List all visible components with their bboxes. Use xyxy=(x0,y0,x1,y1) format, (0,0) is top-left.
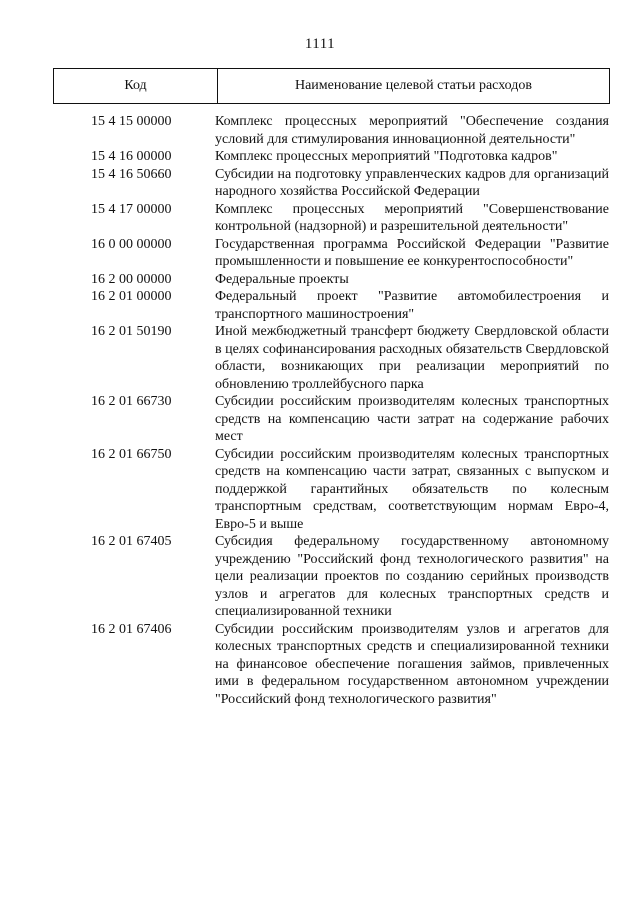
table-row xyxy=(0,148,640,166)
row-name: Субсидии российским производителям узлов и агрегатов для колесных транспортных средств и специализированной техники на финансовое обеспечение погашения займов, привлеченных ими в федеральном государственном автономном учреждении "Российский фонд технологического развития" xyxy=(215,621,609,707)
row-name: Субсидия федеральному государственному автономному учреждению "Российский фонд технологического развития" на цели реализации проектов по созданию серийных производств узлов и агрегатов для колесных транспортных средств и специализированной техники xyxy=(215,534,609,619)
row-code: 16 0 00 00000 xyxy=(91,236,172,252)
row-name: Комплекс процессных мероприятий "Подготовка кадров" xyxy=(215,149,558,164)
table-row xyxy=(0,201,640,236)
row-code: 16 2 00 00000 xyxy=(91,271,172,287)
row-code: 16 2 01 00000 xyxy=(91,289,172,304)
row-name: Субсидии на подготовку управленческих кадров для организаций народного хозяйства Российской Федерации xyxy=(215,166,609,199)
table-row xyxy=(0,166,640,201)
table-header xyxy=(53,68,610,104)
page-number: 1111 xyxy=(304,36,336,52)
table-row xyxy=(0,393,640,446)
name-column-header: Наименование целевой статьи расходов xyxy=(294,78,533,93)
table-row xyxy=(0,533,640,621)
row-name: Федеральный проект "Развитие автомобилестроения и транспортного машиностроения" xyxy=(215,289,609,322)
row-code: 16 2 01 67406 xyxy=(91,621,172,637)
row-name: Субсидии российским производителям колесных транспортных средств на компенсацию части затрат, связанных с выпуском и поддержкой гарантийных обязательств по колесным транспортным средствам, соответствующим нормам Евро-4, Евро-5 и выше xyxy=(215,446,609,532)
code-column-header: Код xyxy=(54,69,218,103)
row-code: 15 4 16 00000 xyxy=(91,149,172,164)
row-code: 16 2 01 50190 xyxy=(91,324,172,339)
row-code: 15 4 17 00000 xyxy=(91,201,172,217)
table-row xyxy=(0,288,640,323)
table-row xyxy=(0,446,640,534)
table-row xyxy=(0,323,640,393)
row-code: 16 2 01 66730 xyxy=(91,394,172,409)
table-body xyxy=(0,113,640,708)
row-name: Государственная программа Российской Федерации "Развитие промышленности и повышение ее конкурентоспособности" xyxy=(215,236,609,269)
row-name: Комплекс процессных мероприятий "Совершенствование контрольной (надзорной) и разрешительной деятельности" xyxy=(215,201,609,234)
row-name: Иной межбюджетный трансферт бюджету Свердловской области в целях софинансирования расходных обязательств Свердловской области, возникающих при реализации мероприятий по обновлению троллейбусного парка xyxy=(215,324,609,392)
row-name: Комплекс процессных мероприятий "Обеспечение создания условий для стимулирования инновационной деятельности" xyxy=(215,114,609,147)
row-code: 15 4 16 50660 xyxy=(91,166,172,182)
table-row xyxy=(0,113,640,148)
table-row xyxy=(0,236,640,271)
row-name: Субсидии российским производителям колесных транспортных средств на компенсацию части затрат на содержание рабочих мест xyxy=(215,394,609,444)
row-code: 16 2 01 66750 xyxy=(91,446,172,462)
table-row xyxy=(0,621,640,709)
table-row xyxy=(0,271,640,289)
row-name: Федеральные проекты xyxy=(215,271,349,287)
row-code: 16 2 01 67405 xyxy=(91,534,172,549)
row-code: 15 4 15 00000 xyxy=(91,114,172,129)
